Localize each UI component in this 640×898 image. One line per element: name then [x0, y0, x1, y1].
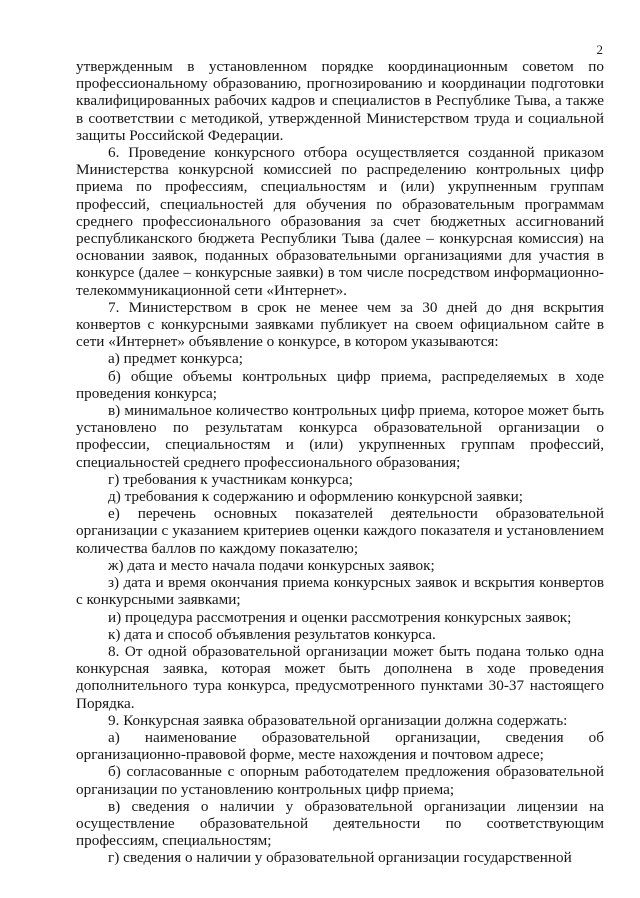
list-item-v-license: в) сведения о наличии у образовательной организации лицензии на осуществление образовательной деятельности по соответствующим профессиям, специальностям;	[76, 797, 604, 850]
paragraph-continuation: утвержденным в установленном порядке координационным советом по профессиональному образованию, прогнозированию и координации подготовки квалифицированных рабочих кадров и специалистов в Республике Тыва, а также в соответствии с методикой, утвержденной Министерством труда и социальной защиты Российской Федерации.	[76, 58, 604, 144]
paragraph-6-commission: 6. Проведение конкурсного отбора осуществляется созданной приказом Министерства конкурсной комиссией по распределению контрольных цифр приема по профессиям, специальностям и (или) укрупненным группам профессий, специальностей для обучения по образовательным программам среднего профессионального образования за счет бюджетных ассигнований республиканского бюджета Республики Тыва (далее – конкурсная комиссия) на основании заявок, поданных образовательными организациями для участия в конкурсе (далее – конкурсные заявки) в том числе посредством информационно-телекоммуникационной сети «Интернет».	[76, 144, 604, 299]
list-item-b-proposals: б) согласованные с опорным работодателем предложения образовательной организации по установлению контрольных цифр приема;	[76, 763, 604, 798]
list-item-z-submission-end: з) дата и время окончания приема конкурсных заявок и вскрытия конвертов с конкурсными заявками;	[76, 574, 604, 609]
page-number: 2	[596, 42, 603, 57]
list-item-b-volumes: б) общие объемы контрольных цифр приема, распределяемых в ходе проведения конкурса;	[76, 367, 604, 402]
list-item-e-indicators: е) перечень основных показателей деятельности образовательной организации с указанием критериев оценки каждого показателя и установлением количества баллов по каждому показателю;	[76, 505, 604, 557]
list-item-i-procedure: и) процедура рассмотрения и оценки рассмотрения конкурсных заявок;	[108, 608, 572, 626]
list-item-g-accreditation: г) сведения о наличии у образовательной организации государственной	[108, 849, 572, 867]
list-item-v-minimum: в) минимальное количество контрольных цифр приема, которое может быть установлено по результатам конкурса образовательной организации о профессии, специальностям и (или) укрупненных группам профессий, специальностей среднего профессионального образования;	[76, 402, 604, 471]
paragraph-8-single-application: 8. От одной образовательной организации может быть подана только одна конкурсная заявка, которая может быть дополнена в ходе проведения дополнительного тура конкурса, предусмотренного пунктами 30-37 настоящего Порядка.	[76, 642, 604, 712]
list-item-g-requirements: г) требования к участникам конкурса;	[108, 470, 353, 488]
list-item-a-subject: а) предмет конкурса;	[108, 350, 243, 368]
list-item-zh-submission-start: ж) дата и место начала подачи конкурсных заявок;	[108, 556, 435, 574]
document-body	[76, 58, 604, 867]
list-item-d-content: д) требования к содержанию и оформлению конкурсной заявки;	[108, 488, 523, 506]
list-item-a-name: а) наименование образовательной организации, сведения об организационно-правовой форме, месте нахождения и почтовом адресе;	[76, 728, 604, 764]
paragraph-9-application-contents: 9. Конкурсная заявка образовательной организации должна содержать:	[108, 711, 568, 729]
paragraph-7-announcement: 7. Министерством в срок не менее чем за 30 дней до дня вскрытия конвертов с конкурсными заявками публикует на своем официальном сайте в сети «Интернет» объявление о конкурсе, в котором указываются:	[76, 298, 604, 351]
list-item-k-results: к) дата и способ объявления результатов конкурса.	[108, 625, 436, 643]
